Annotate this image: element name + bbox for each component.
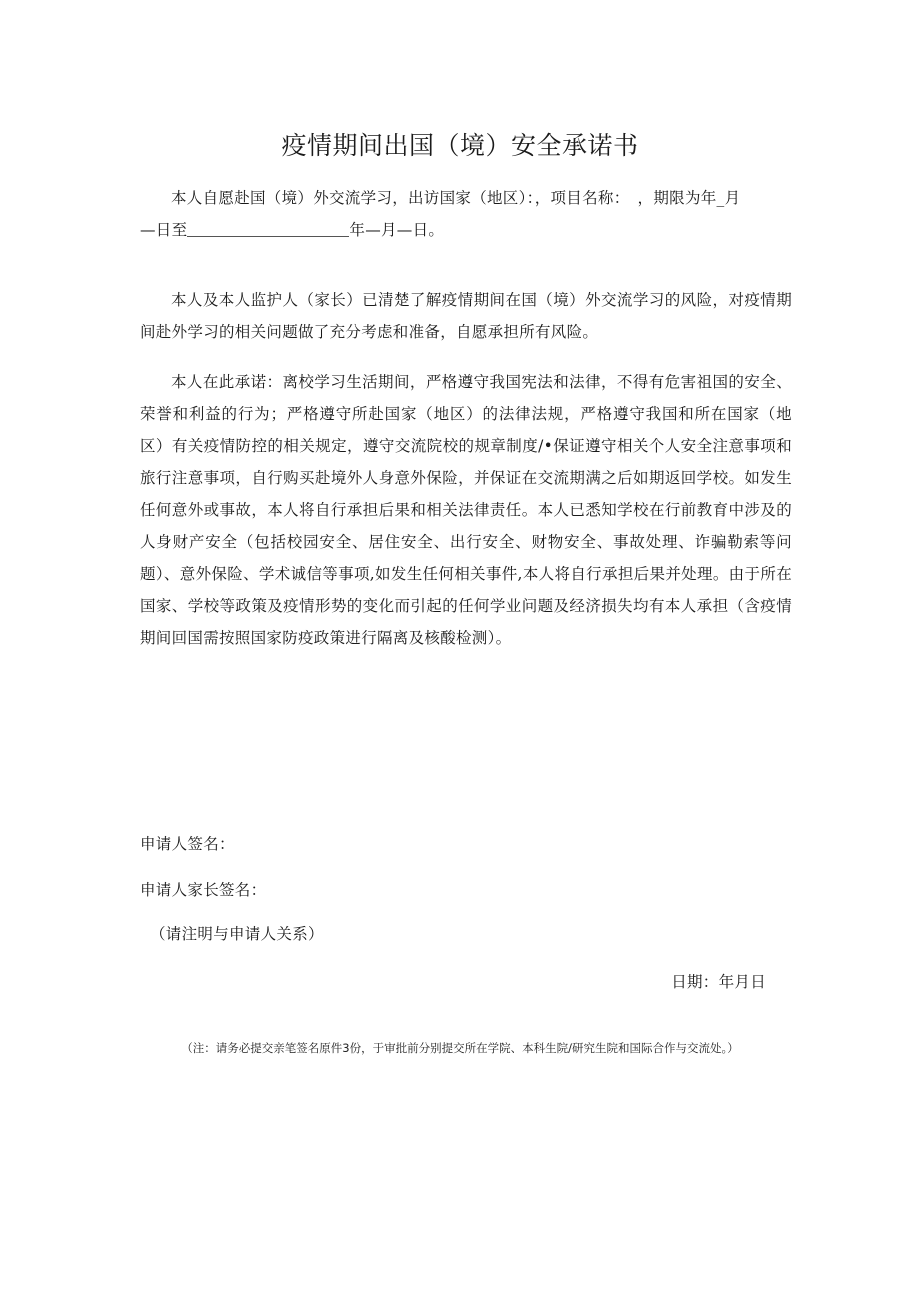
paragraph-commitment [140,366,792,654]
date-blank-line [187,220,349,237]
footnote: （注：请务必提交亲笔签名原件3份，于审批前分别提交所在学院、本科生院/研究生院和国际合作与交流处。） [181,1041,739,1055]
trip-info-line-2 [140,214,792,246]
date-end-text: 年—月—日。 [349,221,445,239]
paragraph-risk-awareness [140,284,792,348]
date-start-text: —日至 [140,221,188,239]
document-title: 疫情期间出国（境）安全承诺书 [281,131,639,160]
date-label: 日期：年月日 [671,973,766,991]
applicant-signature-label: 申请人签名： [140,835,235,853]
trip-info-line-1: 本人自愿赴国（境）外交流学习，出访国家（地区）：，项目名称： ，期限为年_月 [171,189,741,207]
parent-signature-label: 申请人家长签名： [140,881,267,899]
relation-note: （请注明与申请人关系） [150,925,324,943]
risk-awareness-text: 本人及本人监护人（家长）已清楚了解疫情期间在国（境）外交流学习的风险，对疫情期间赴外学习的相关问题做了充分考虑和准备，自愿承担所有风险。 [140,291,792,341]
paragraph-trip-info [140,182,792,246]
commitment-text: 本人在此承诺：离校学习生活期间，严格遵守我国宪法和法律，不得有危害祖国的安全、荣誉和利益的行为；严格遵守所赴国家（地区）的法律法规，严格遵守我国和所在国家（地区）有关疫情防控的相关规定，遵守交流院校的规章制度/•保证遵守相关个人安全注意事项和旅行注意事项，自行购买赴境外人身意外保险，并保证在交流期满之后如期返回学校。如发生任何意外或事故，本人将自行承担后果和相关法律责任。本人已悉知学校在行前教育中涉及的人身财产安全（包括校园安全、居住安全、出行安全、财物安全、事故处理、诈骗勒索等问题）、意外保险、学术诚信等事项,如发生任何相关事件,本人将自行承担后果并处理。由于所在国家、学校等政策及疫情形势的变化而引起的任何学业问题及经济损失均有本人承担（含疫情期间回国需按照国家防疫政策进行隔离及核酸检测）。 [140,373,792,647]
